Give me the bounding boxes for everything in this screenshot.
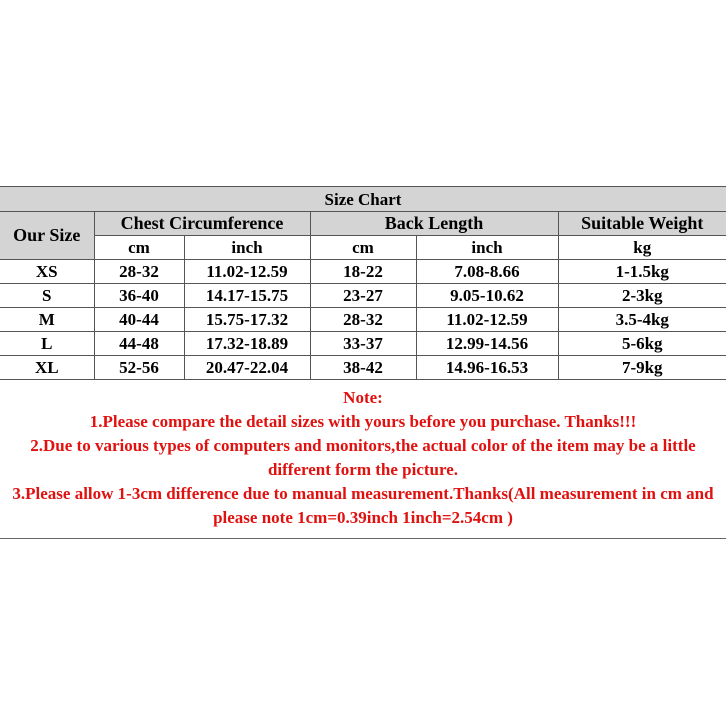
notes-block <box>0 380 726 530</box>
back-cm-cell: 18-22 <box>310 260 416 284</box>
weight-cell: 1-1.5kg <box>558 260 726 284</box>
weight-cell: 2-3kg <box>558 284 726 308</box>
size-chart-section <box>0 186 726 530</box>
back-inch-cell: 14.96-16.53 <box>416 356 558 380</box>
size-cell: M <box>0 308 94 332</box>
chest-cm-cell: 44-48 <box>94 332 184 356</box>
size-cell: L <box>0 332 94 356</box>
back-inch-cell: 12.99-14.56 <box>416 332 558 356</box>
size-cell: XL <box>0 356 94 380</box>
chest-circumference-header: Chest Circumference <box>94 212 310 236</box>
back-cm-cell: 28-32 <box>310 308 416 332</box>
table-group-header-row <box>0 212 726 236</box>
weight-cell: 5-6kg <box>558 332 726 356</box>
chest-inch-cell: 17.32-18.89 <box>184 332 310 356</box>
note-line-3: 3.Please allow 1-3cm difference due to manual measurement.Thanks(All measurement in cm and please note 1cm=0.39inch 1inch=2.54cm ) <box>12 484 714 527</box>
back-inch-cell: 11.02-12.59 <box>416 308 558 332</box>
table-unit-header-row <box>0 236 726 260</box>
weight-cell: 7-9kg <box>558 356 726 380</box>
note-line-2: 2.Due to various types of computers and monitors,the actual color of the item may be a little different form the picture. <box>30 436 696 479</box>
suitable-weight-header: Suitable Weight <box>558 212 726 236</box>
chest-inch-cell: 14.17-15.75 <box>184 284 310 308</box>
back-cm-cell: 23-27 <box>310 284 416 308</box>
weight-cell: 3.5-4kg <box>558 308 726 332</box>
back-inch-cell: 7.08-8.66 <box>416 260 558 284</box>
table-row <box>0 332 726 356</box>
weight-kg-unit: kg <box>558 236 726 260</box>
back-cm-unit: cm <box>310 236 416 260</box>
table-row <box>0 284 726 308</box>
our-size-header: Our Size <box>0 212 94 260</box>
notes-title: Note: <box>343 388 383 407</box>
note-line-1: 1.Please compare the detail sizes with yours before you purchase. Thanks!!! <box>89 412 637 431</box>
back-cm-cell: 33-37 <box>310 332 416 356</box>
table-row <box>0 308 726 332</box>
chest-inch-unit: inch <box>184 236 310 260</box>
chest-cm-unit: cm <box>94 236 184 260</box>
size-chart-table <box>0 186 726 380</box>
bottom-divider <box>0 538 726 539</box>
back-inch-cell: 9.05-10.62 <box>416 284 558 308</box>
chest-inch-cell: 15.75-17.32 <box>184 308 310 332</box>
size-cell: S <box>0 284 94 308</box>
table-title-row <box>0 187 726 212</box>
size-cell: XS <box>0 260 94 284</box>
chest-cm-cell: 40-44 <box>94 308 184 332</box>
table-title: Size Chart <box>0 187 726 212</box>
chest-cm-cell: 52-56 <box>94 356 184 380</box>
chest-inch-cell: 11.02-12.59 <box>184 260 310 284</box>
back-inch-unit: inch <box>416 236 558 260</box>
chest-cm-cell: 28-32 <box>94 260 184 284</box>
table-row <box>0 356 726 380</box>
back-length-header: Back Length <box>310 212 558 236</box>
chest-cm-cell: 36-40 <box>94 284 184 308</box>
table-row <box>0 260 726 284</box>
chest-inch-cell: 20.47-22.04 <box>184 356 310 380</box>
back-cm-cell: 38-42 <box>310 356 416 380</box>
